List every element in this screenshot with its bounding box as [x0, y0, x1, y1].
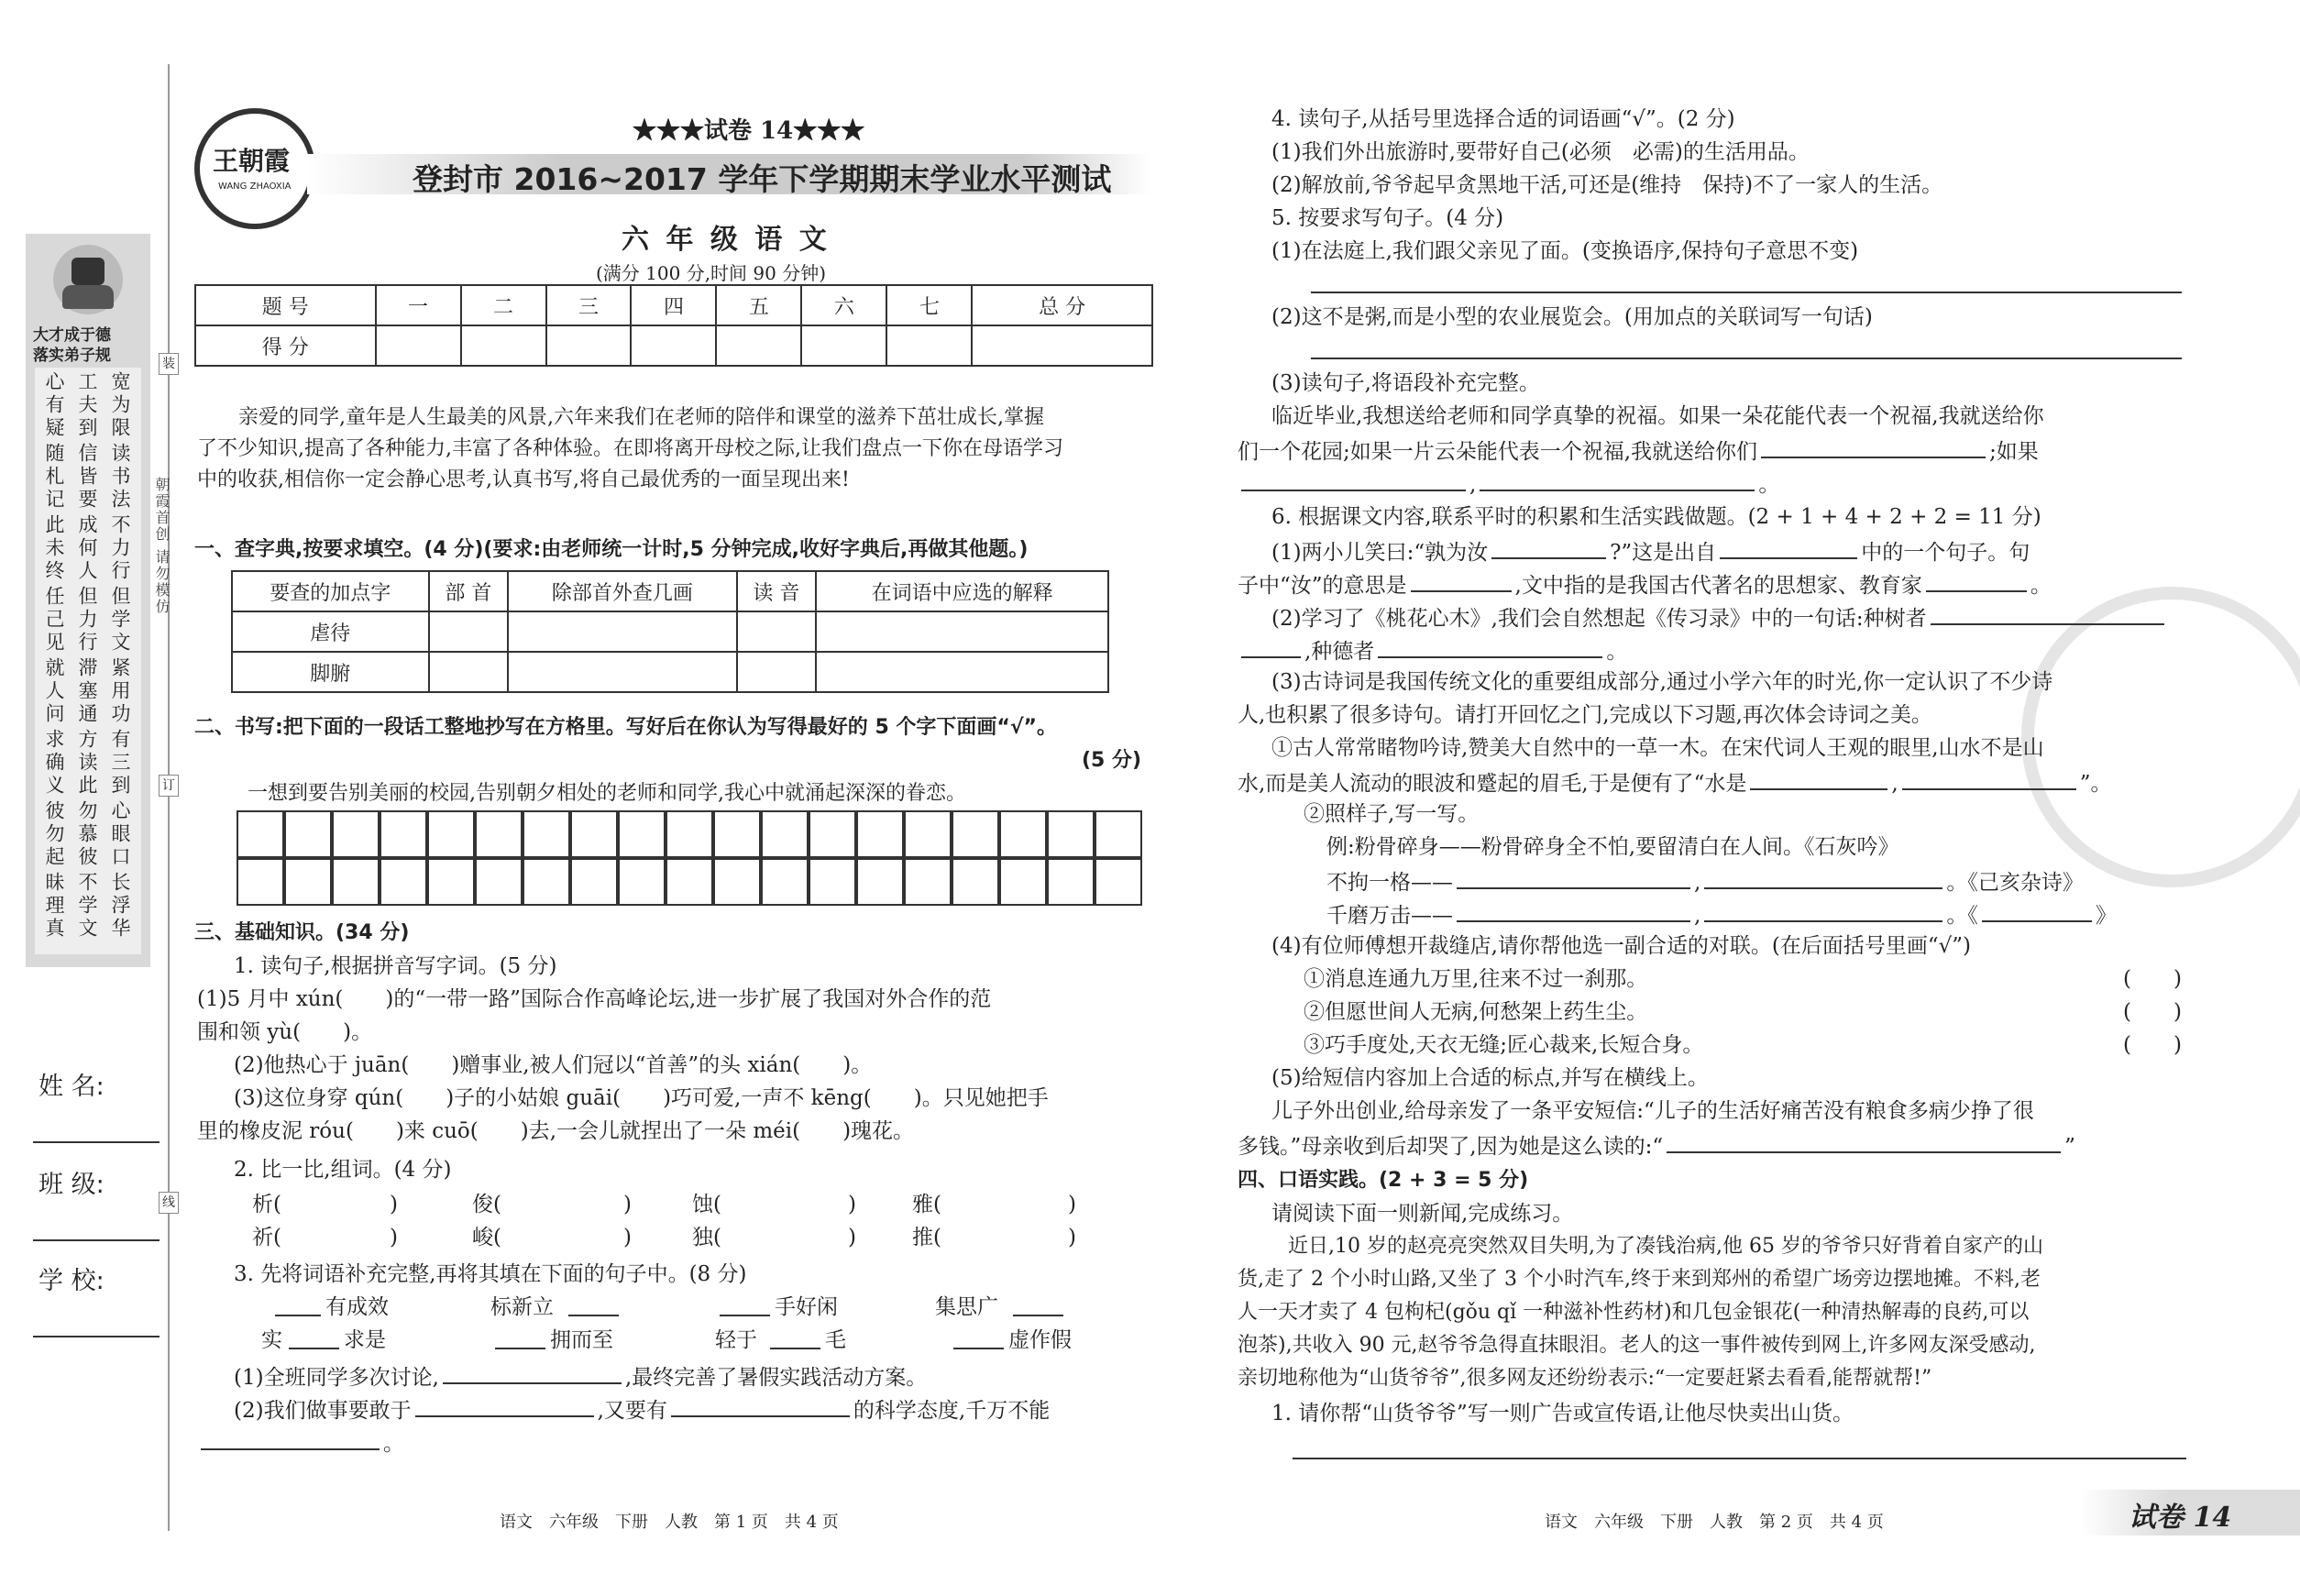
score-header: 总 分 [972, 285, 1152, 325]
logo-text: 王朝霞 [213, 146, 291, 176]
slogan-1: 大才成于德 [33, 326, 111, 345]
q6-line: 水,而是美人流动的眼波和蹙起的眉毛,于是便有了“水是 , ”。 [1238, 765, 2111, 800]
answer-blank[interactable] [1704, 897, 1942, 922]
idiom: 轻于 [715, 1328, 757, 1352]
answer-blank[interactable] [201, 1425, 380, 1450]
idiom: 有成效 [325, 1295, 389, 1319]
score-cell[interactable] [546, 325, 632, 366]
motto-text: 滞塞通 [76, 657, 98, 726]
subject-title: 六 年 级 语 文 [622, 224, 831, 256]
writing-box[interactable] [570, 858, 618, 906]
q6-line: (5)给短信内容加上合适的标点,并写在横线上。 [1271, 1066, 1709, 1090]
dict-header: 除部首外查几画 [508, 571, 736, 611]
q6-line: (1)两小儿笑曰:“孰为汝 ?”这是出自 中的一个句子。句 [1271, 534, 2030, 569]
motto-text: 但力行 [76, 586, 98, 655]
q2-title: 二、书写:把下面的一段话工整地抄写在方格里。写好后在你认为写得最好的 5 个字下面画“√”。 [194, 716, 1058, 739]
score-header: 三 [546, 285, 632, 325]
writing-box[interactable] [761, 810, 809, 858]
writing-box[interactable] [618, 858, 666, 906]
writing-box[interactable] [809, 858, 856, 906]
q6-line: 儿子外出创业,给母亲发了一条平安短信:“儿子的生活好痛苦没有粮食多病少挣了很 [1271, 1099, 2034, 1123]
dict-cell[interactable] [737, 652, 817, 692]
writing-box[interactable] [284, 858, 332, 906]
footer-badge: 试卷 14 [2129, 1502, 2232, 1534]
score-row-label: 得 分 [195, 325, 376, 366]
dict-cell[interactable] [429, 611, 509, 652]
writing-box[interactable] [856, 810, 904, 858]
q3-s3-q2-end: 。 [197, 1425, 404, 1460]
couplet-option: ①消息连通九万里,往来不过一刹那。 [1304, 967, 1648, 991]
score-cell[interactable] [801, 325, 886, 366]
q7-intro: 请阅读下面一则新闻,完成练习。 [1271, 1202, 1574, 1226]
motto-text: 有三到 [109, 729, 131, 798]
answer-blank[interactable] [1480, 466, 1755, 491]
q6-line: 不拘一格—— , 。《己亥杂诗》 [1326, 864, 2084, 899]
answer-blank[interactable] [1491, 534, 1606, 559]
brand-vertical: 朝霞首创 请勿模仿 [153, 477, 171, 616]
q3-s1-line: 围和领 yù( )。 [197, 1020, 373, 1044]
score-header: 一 [376, 285, 461, 325]
intro-line: 中的收获,相信你一定会静心思考,认真书写,将自己最优秀的一面呈现出来! [197, 468, 850, 491]
score-cell[interactable] [461, 325, 546, 366]
score-header: 六 [801, 285, 886, 325]
writing-box[interactable] [761, 858, 809, 906]
writing-box[interactable] [1095, 858, 1142, 906]
intro-line: 了不少知识,提高了各种能力,丰富了各种体验。在即将离开母校之际,让我们盘点一下你在母语学习 [197, 437, 1063, 460]
motto-text: 读书法 [109, 443, 131, 512]
exam-title: 登封市 2016~2017 学年下学期期末学业水平测试 [413, 161, 1112, 197]
answer-line[interactable] [1293, 1458, 2186, 1459]
check-paren[interactable]: ( ) [2123, 1033, 2182, 1057]
motto-text: 紧用功 [109, 657, 131, 726]
writing-box[interactable] [523, 858, 570, 906]
q6-example: 例:粉骨碎身——粉骨碎身全不怕,要留清白在人间。《石灰吟》 [1326, 835, 1899, 859]
check-paren[interactable]: ( ) [2123, 967, 2182, 991]
news-line: 泡茶),共收入 90 元,赵爷爷急得直抹眼泪。老人的这一事件被传到网上,许多网友深受感动, [1238, 1334, 2036, 1357]
motto-text: 不力行 [109, 514, 131, 583]
writing-box[interactable] [380, 858, 427, 906]
motto-text: 心眼口 [109, 800, 131, 869]
q6-line: (2)学习了《桃花心木》,我们会自然想起《传习录》中的一句话:种树者 [1271, 600, 2168, 635]
compare-word: 祈( [252, 1226, 281, 1249]
compare-word: 峻( [472, 1226, 501, 1249]
compare-word: 俊( [472, 1193, 501, 1216]
q3-s2-title: 2. 比一比,组词。(4 分) [234, 1158, 452, 1182]
score-note: (满分 100 分,时间 90 分钟) [596, 262, 827, 284]
idiom-rows [234, 1291, 1150, 1357]
idiom: 虚作假 [1008, 1328, 1072, 1352]
q3-s1-line: 里的橡皮泥 róu( )来 cuō( )去,一会儿就捏出了一朵 méi( )瑰花。 [197, 1119, 915, 1143]
bind-mark-2: 订 [159, 775, 179, 797]
q3-s3-q2: (2)我们做事要敢于 ,又要有 的科学态度,千万不能 [234, 1392, 1050, 1427]
motto-text: 求确义 [43, 729, 65, 798]
q3-title: 三、基础知识。(34 分) [194, 921, 410, 944]
answer-blank[interactable] [1457, 897, 1690, 922]
writing-box[interactable] [952, 858, 999, 906]
q3-s3-q1: (1)全班同学多次讨论, ,最终完善了暑假实践活动方案。 [234, 1359, 927, 1394]
q5-para-line: 们一个花园;如果一片云朵能代表一个祝福,我就送给你们 ;如果 [1238, 433, 2039, 468]
class-field[interactable] [33, 1239, 160, 1241]
writing-box[interactable] [475, 858, 523, 906]
q5-title: 5. 按要求写句子。(4 分) [1271, 206, 1504, 230]
bind-mark-1: 装 [159, 353, 179, 375]
writing-box[interactable] [1047, 810, 1095, 858]
dict-cell[interactable] [429, 652, 509, 692]
slogan-2: 落实弟子规 [33, 347, 111, 365]
q6-line: 子中“汝”的意思是 ,文中指的是我国古代著名的思想家、教育家 。 [1238, 567, 2052, 602]
answer-blank[interactable] [415, 1392, 594, 1417]
idiom: 集思广 [935, 1295, 998, 1319]
motto-text: 但学文 [109, 586, 131, 655]
motto-text: 方读此 [76, 729, 98, 798]
score-cell[interactable] [376, 325, 461, 366]
news-line: 亲切地称他为“山货爷爷”,很多网友还纷纷表示:“一定要赶紧去看看,能帮就帮!” [1238, 1367, 1932, 1390]
q6-line: 千磨万击—— , 。《 》 [1326, 897, 2117, 932]
brand-logo [194, 108, 315, 229]
dict-cell[interactable] [816, 652, 1108, 692]
score-header: 二 [461, 285, 546, 325]
dict-word: 虐待 [232, 611, 429, 652]
q6-line: (4)有位师傅想开裁缝店,请你帮他选一副合适的对联。(在后面括号里画“√”) [1271, 934, 1972, 958]
dict-word: 脚腑 [232, 652, 429, 692]
q1-title: 一、查字典,按要求填空。(4 分)(要求:由老师统一计时,5 分钟完成,收好字典后,再做其他题。) [194, 538, 1029, 561]
writing-box[interactable] [952, 810, 999, 858]
logo-small-text: WANG ZHAOXIA [218, 182, 292, 192]
compare-word: 独( [692, 1226, 721, 1249]
motto-text: 勿慕彼 [76, 800, 98, 869]
q5-line: (3)读句子,将语段补充完整。 [1271, 371, 1540, 395]
dict-header: 部 首 [429, 571, 509, 611]
score-table [194, 284, 1153, 367]
scholar-figure-icon [53, 245, 123, 314]
footer-left: 语文 六年级 下册 人教 第 1 页 共 4 页 [500, 1513, 839, 1532]
q4-line: (2)解放前,爷爷起早贪黑地干活,可还是(维持 保持)不了一家人的生活。 [1271, 173, 1943, 197]
q4-title: 4. 读句子,从括号里选择合适的词语画“√”。(2 分) [1271, 107, 1735, 131]
dict-cell[interactable] [508, 652, 736, 692]
score-cell[interactable] [716, 325, 801, 366]
q6-line: 人,也积累了很多诗句。请打开回忆之门,完成以下习题,再次体会诗词之美。 [1238, 703, 1932, 727]
motto-text: 昧理真 [43, 872, 65, 941]
answer-line[interactable] [1311, 292, 2182, 293]
q5-line: (1)在法庭上,我们跟父亲见了面。(变换语序,保持句子意思不变) [1271, 239, 1859, 263]
writing-box[interactable] [1095, 810, 1142, 858]
writing-box[interactable] [999, 810, 1047, 858]
q5-line: (2)这不是粥,而是小型的农业展览会。(用加点的关联词写一句话) [1271, 305, 1873, 329]
motto-text: 不学文 [76, 872, 98, 941]
q6-line: 多钱。”母亲收到后却哭了,因为她是这么读的:“ ” [1238, 1128, 2075, 1163]
writing-box[interactable] [666, 858, 713, 906]
q2-passage: 一想到要告别美丽的校园,告别朝夕相处的老师和同学,我心中就涌起深深的眷恋。 [248, 782, 966, 805]
writing-grid[interactable] [237, 810, 1146, 906]
answer-blank[interactable] [1720, 534, 1857, 559]
writing-box[interactable] [618, 810, 666, 858]
footer-right: 语文 六年级 下册 人教 第 2 页 共 4 页 [1545, 1513, 1884, 1532]
score-cell[interactable] [886, 325, 972, 366]
q7-title: 四、口语实践。(2 + 3 = 5 分) [1238, 1169, 1529, 1192]
writing-box[interactable] [856, 858, 904, 906]
q3-s3-title: 3. 先将词语补充完整,再将其填在下面的句子中。(8 分) [234, 1262, 747, 1286]
bind-mark-3: 线 [159, 1192, 179, 1214]
compare-word: 析( [252, 1193, 281, 1216]
answer-blank[interactable] [443, 1359, 622, 1384]
motto-text: 成何人 [76, 514, 98, 583]
writing-box[interactable] [237, 810, 284, 858]
class-label: 班 级: [39, 1171, 105, 1199]
motto-text: 心有疑 [43, 371, 65, 440]
news-line: 近日,10 岁的赵亮亮突然双目失明,为了凑钱治病,他 65 岁的爷爷只好背着自家产的山 [1288, 1235, 2043, 1258]
score-header: 五 [716, 285, 801, 325]
idiom: 实 [261, 1328, 282, 1352]
couplet-option: ③巧手度处,天衣无缝;匠心裁来,长短合身。 [1304, 1033, 1704, 1057]
score-cell[interactable] [631, 325, 716, 366]
score-header: 七 [886, 285, 972, 325]
sidebar-panel [26, 234, 150, 967]
motto-text: 宽为限 [109, 371, 131, 440]
binding-line [168, 64, 170, 1531]
writing-box[interactable] [427, 810, 475, 858]
motto-text: 此未终 [43, 514, 65, 583]
q6-line: ②照样子,写一写。 [1304, 802, 1480, 826]
q5-para-line: , 。 [1238, 466, 1779, 501]
score-header: 题 号 [195, 285, 376, 325]
dict-cell[interactable] [816, 611, 1108, 652]
paper-number: ★★★试卷 14★★★ [633, 117, 865, 145]
compare-words: 析( 祈( 俊( 峻( 蚀( 独( 雅( 推( ) ) ) ) ) ) ) ) [252, 1188, 1169, 1261]
writing-box[interactable] [570, 810, 618, 858]
idiom: 标新立 [490, 1295, 554, 1319]
q3-s1-line: (1)5 月中 xún( )的“一带一路”国际合作高峰论坛,进一步扩展了我国对外合作的范 [197, 987, 992, 1011]
answer-blank[interactable] [1241, 633, 1301, 658]
motto-text: 随札记 [43, 443, 65, 512]
answer-blank[interactable] [1931, 600, 2164, 625]
dict-header: 在词语中应选的解释 [816, 571, 1108, 611]
name-label: 姓 名: [39, 1073, 105, 1101]
q6-line: (3)古诗词是我国传统文化的重要组成部分,通过小学六年的时光,你一定认识了不少诗 [1271, 670, 2053, 694]
idiom: 毛 [825, 1328, 846, 1352]
writing-box[interactable] [809, 810, 856, 858]
q6-title: 6. 根据课文内容,联系平时的积累和生活实践做题。(2 + 1 + 4 + 2 + 2 = 11 分) [1271, 505, 2041, 529]
intro-line: 亲爱的同学,童年是人生最美的风景,六年来我们在老师的陪伴和课堂的滋养下茁壮成长,掌握 [238, 406, 1044, 429]
idiom: 手好闲 [775, 1295, 838, 1319]
school-field[interactable] [33, 1336, 160, 1337]
school-label: 学 校: [39, 1267, 105, 1295]
compare-word: 推( [912, 1226, 941, 1249]
writing-box[interactable] [999, 858, 1047, 906]
writing-box[interactable] [284, 810, 332, 858]
answer-blank[interactable] [671, 1392, 850, 1417]
name-field[interactable] [33, 1141, 160, 1143]
q6-line: ,种德者 。 [1238, 633, 1627, 668]
answer-blank[interactable] [1378, 633, 1602, 658]
motto-text: 任己见 [43, 586, 65, 655]
score-header: 四 [631, 285, 716, 325]
q3-s1-line: (2)他热心于 juān( )赠事业,被人们冠以“首善”的头 xián( )。 [234, 1053, 873, 1077]
news-line: 人一天才卖了 4 包枸杞(gǒu qǐ 一种滋补性药材)和几包金银花(一种清热解毒的良药,可以 [1238, 1301, 2030, 1324]
writing-box[interactable] [332, 810, 380, 858]
dict-header: 读 音 [737, 571, 817, 611]
couplet-option: ②但愿世间人无病,何愁架上药生尘。 [1304, 1000, 1648, 1024]
answer-blank[interactable] [1926, 567, 2027, 592]
answer-blank[interactable] [1457, 864, 1690, 889]
answer-blank[interactable] [1411, 567, 1512, 592]
writing-box[interactable] [713, 810, 761, 858]
answer-blank[interactable] [1761, 433, 1986, 458]
answer-blank[interactable] [1902, 765, 2076, 790]
idiom: 拥而至 [550, 1328, 613, 1352]
compare-word: 蚀( [692, 1193, 721, 1216]
writing-box[interactable] [713, 858, 761, 906]
dict-cell[interactable] [508, 611, 736, 652]
dict-header: 要查的加点字 [232, 571, 429, 611]
dictionary-table [231, 570, 1109, 693]
motto-text: 工夫到 [76, 371, 98, 440]
motto-text: 彼勿起 [43, 800, 65, 869]
writing-box[interactable] [666, 810, 713, 858]
writing-box[interactable] [904, 858, 952, 906]
motto-text: 长浮华 [109, 872, 131, 941]
writing-box[interactable] [427, 858, 475, 906]
motto-text: 信皆要 [76, 443, 98, 512]
writing-box[interactable] [332, 858, 380, 906]
answer-blank[interactable] [1750, 765, 1887, 790]
answer-line[interactable] [1311, 358, 2182, 359]
mottos-box [35, 368, 141, 954]
answer-blank[interactable] [1704, 864, 1942, 889]
q6-line: ①古人常常睹物吟诗,赞美大自然中的一草一木。在宋代词人王观的眼里,山水不是山 [1271, 736, 2044, 760]
writing-box[interactable] [904, 810, 952, 858]
q3-s1-title: 1. 读句子,根据拼音写字词。(5 分) [234, 954, 557, 978]
q5-para: 临近毕业,我想送给老师和同学真挚的祝福。如果一朵花能代表一个祝福,我就送给你 [1271, 404, 2044, 428]
q2-score: (5 分) [1082, 749, 1142, 772]
answer-blank[interactable] [1982, 897, 2092, 922]
answer-blank[interactable] [1241, 466, 1466, 491]
q7-1: 1. 请你帮“山货爷爷”写一则广告或宣传语,让他尽快卖出山货。 [1271, 1402, 1854, 1425]
motto-text: 就人问 [43, 657, 65, 726]
writing-box[interactable] [475, 810, 523, 858]
writing-box[interactable] [237, 858, 284, 906]
news-line: 货,走了 2 个小时山路,又坐了 3 个小时汽车,终于来到郑州的希望广场旁边摆地摊。不料,老 [1238, 1268, 2041, 1291]
compare-word: 雅( [912, 1193, 941, 1216]
idiom: 求是 [344, 1328, 386, 1352]
writing-box[interactable] [523, 810, 570, 858]
writing-box[interactable] [1047, 858, 1095, 906]
answer-blank[interactable] [1667, 1128, 2061, 1153]
score-cell[interactable] [972, 325, 1152, 366]
dict-cell[interactable] [737, 611, 817, 652]
check-paren[interactable]: ( ) [2123, 1000, 2182, 1024]
writing-box[interactable] [380, 810, 427, 858]
q3-s1-line: (3)这位身穿 qún( )子的小姑娘 guāi( )巧可爱,一声不 kēng( )。只见她把手 [234, 1086, 1049, 1110]
q4-line: (1)我们外出旅游时,要带好自己(必须 必需)的生活用品。 [1271, 140, 1810, 164]
